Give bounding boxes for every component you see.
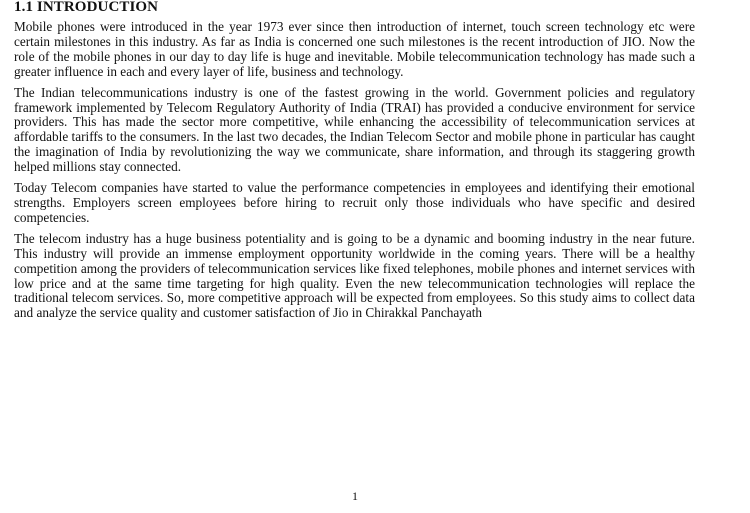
section-heading: 1.1 INTRODUCTION [14, 0, 159, 15]
paragraph-mobile-phones-history: Mobile phones were introduced in the year 1973 ever since then introduction of internet, touch screen technology etc were certain milestones in this industry. As far as India is concerned one such milestones is the recent introduction of JIO. Now the role of the mobile phones in our day to day life is huge and inevitable. Mobile telecommunication technology has made such a greater influence in each and every layer of life, business and technology. [14, 19, 695, 79]
page-number: 1 [352, 489, 358, 503]
paragraph-indian-telecom-industry: The Indian telecommunications industry is one of the fastest growing in the world. Government policies and regulatory framework implemented by Telecom Regulatory Authority of India (TRAI) has provided a conducive environment for service providers. This has made the sector more competitive, while enhancing the accessibility of telecommunication services at affordable tariffs to the consumers. In the last two decades, the Indian Telecom Sector and mobile phone in particular has caught the imagination of India by revolutionizing the way we communicate, share information, and through its staggering growth helped millions stay connected. [14, 84, 695, 175]
paragraph-employee-competencies: Today Telecom companies have started to value the performance competencies in employees and identifying their emotional strengths. Employers screen employees before hiring to recruit only those individuals who have specific and desired competencies. [14, 180, 695, 225]
paragraph-business-potential: The telecom industry has a huge business potentiality and is going to be a dynamic and booming industry in the near future. This industry will provide an immense employment opportunity worldwide in the coming years. There will be a healthy competition among the providers of telecommunication services like fixed telephones, mobile phones and internet services with low price and at the same time targeting for high quality. Even the new telecommunication technologies will replace the traditional telecom services. So, more competitive approach will be expected from employees. So this study aims to collect data and analyze the service quality and customer satisfaction of Jio in Chirakkal Panchayath [14, 230, 695, 321]
document-page [14, 0, 695, 327]
